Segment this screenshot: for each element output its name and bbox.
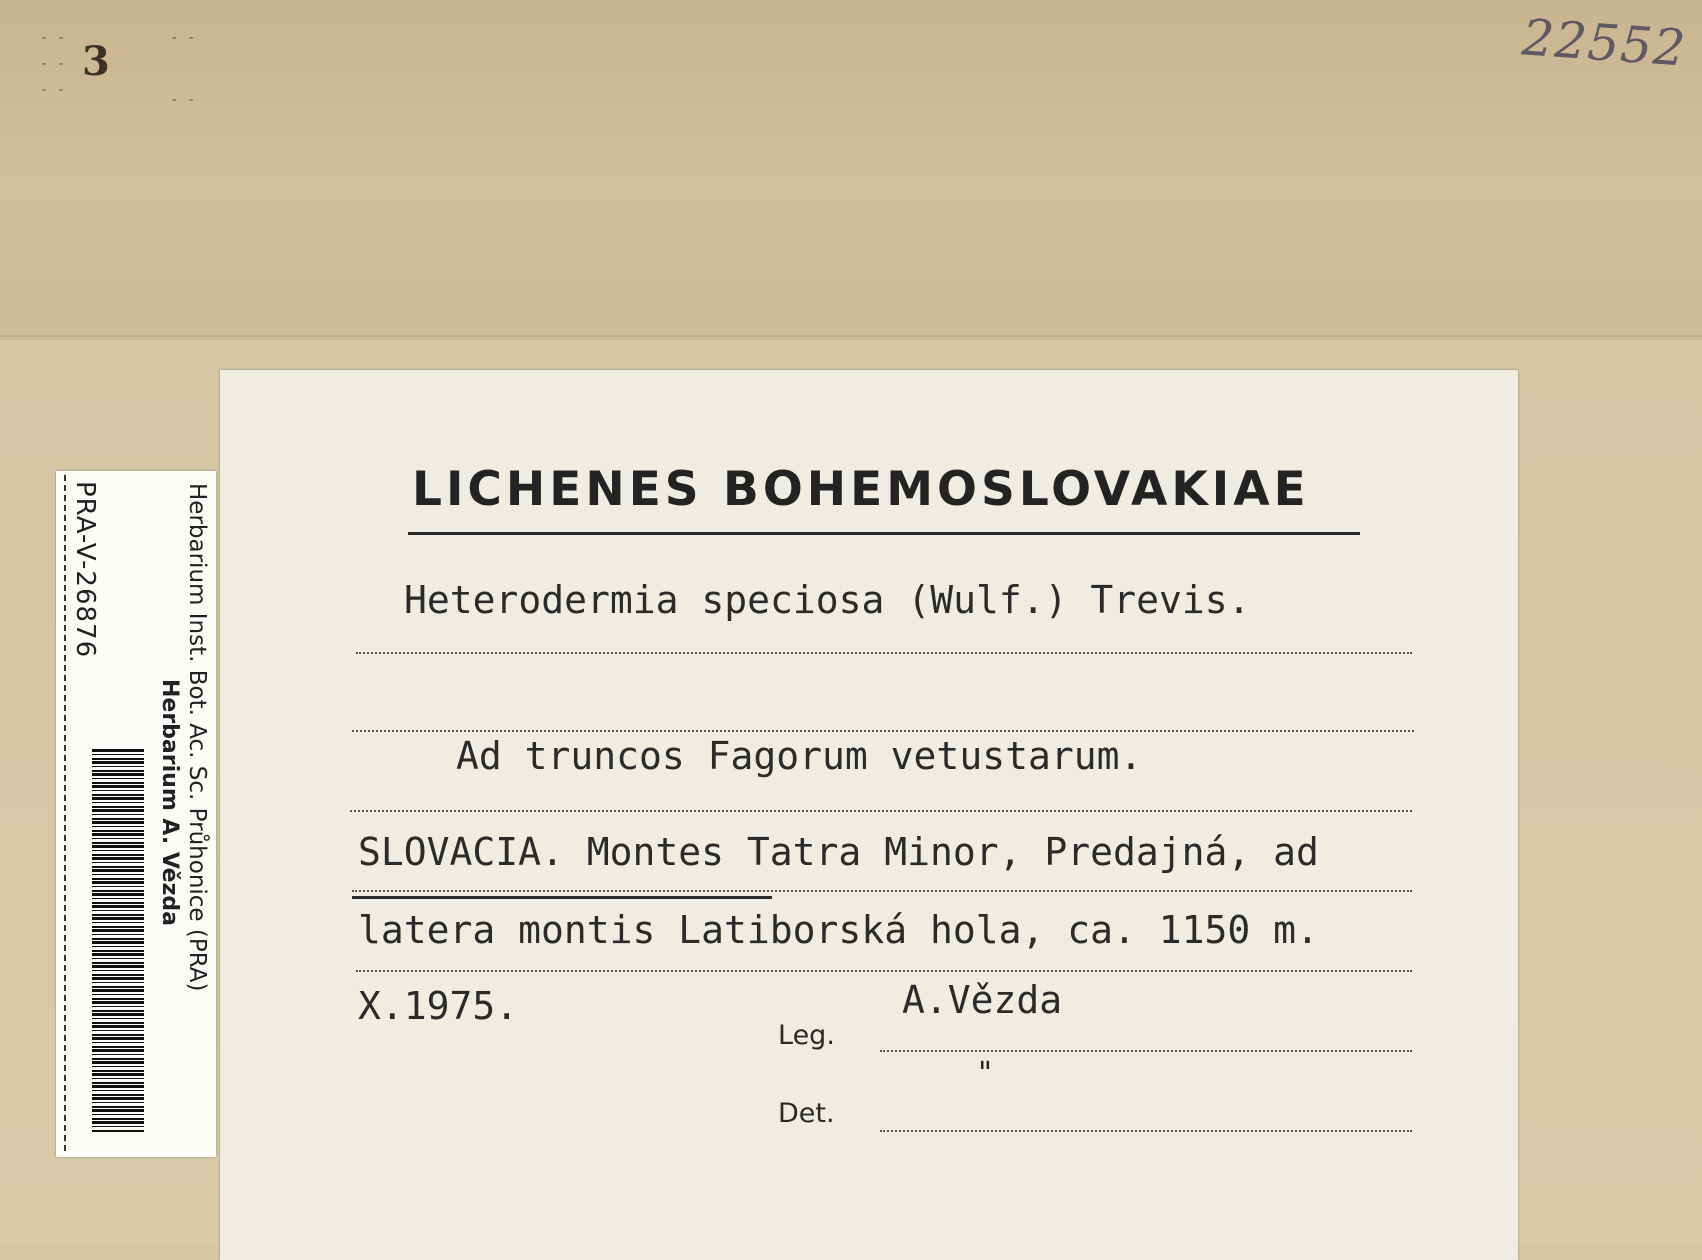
species-dotted-line: [356, 652, 1412, 654]
collector-name: A.Vězda: [902, 978, 1063, 1022]
specimen-barcode: [92, 749, 144, 1133]
corner-tick-mark: - -: [170, 92, 196, 108]
sheet-fold-line: [0, 335, 1702, 337]
habitat-text: Ad truncos Fagorum vetustarum.: [456, 734, 1143, 778]
slip-dashed-line: [64, 475, 66, 1151]
corner-tick-mark: - -: [40, 56, 66, 72]
locality-dotted-line-2: [356, 970, 1412, 972]
herbarium-barcode-slip: [56, 471, 216, 1157]
leg-dotted-line: [880, 1050, 1412, 1052]
leg-label: Leg.: [778, 1020, 835, 1051]
slip-institution: Herbarium Inst. Bot. Ac. Sc. Průhonice (PRA): [184, 483, 210, 992]
slip-specimen-code: PRA-V-26876: [70, 481, 100, 659]
corner-tick-mark: - -: [170, 30, 196, 46]
handwritten-accession-number: 22552: [1520, 8, 1688, 78]
corner-tick-mark: - -: [40, 82, 66, 98]
title-rule: [408, 532, 1360, 535]
sheet-background-top: [0, 0, 1702, 340]
det-dotted-line: [880, 1130, 1412, 1132]
slip-content: [56, 471, 216, 1157]
habitat-dotted-line: [350, 810, 1412, 812]
slip-collection: Herbarium A. Vězda: [157, 679, 182, 927]
locality-underline: [352, 896, 772, 899]
determiner-ditto-mark: ": [976, 1056, 995, 1091]
det-label: Det.: [778, 1098, 835, 1129]
locality-line-2: latera montis Latiborská hola, ca. 1150 m.: [358, 908, 1319, 952]
locality-dotted-line-1: [352, 890, 1412, 892]
locality-line-1: SLOVACIA. Montes Tatra Minor, Predajná, ad: [358, 830, 1319, 874]
corner-tick-mark: - -: [40, 30, 66, 46]
species-name: Heterodermia speciosa (Wulf.) Trevis.: [404, 578, 1251, 622]
label-title: LICHENES BOHEMOSLOVAKIAE: [412, 462, 1310, 517]
collection-date: X.1975.: [358, 984, 519, 1028]
sheet-corner-number: 3: [82, 38, 110, 85]
blank-dotted-line: [352, 730, 1414, 732]
specimen-label: [220, 370, 1518, 1260]
